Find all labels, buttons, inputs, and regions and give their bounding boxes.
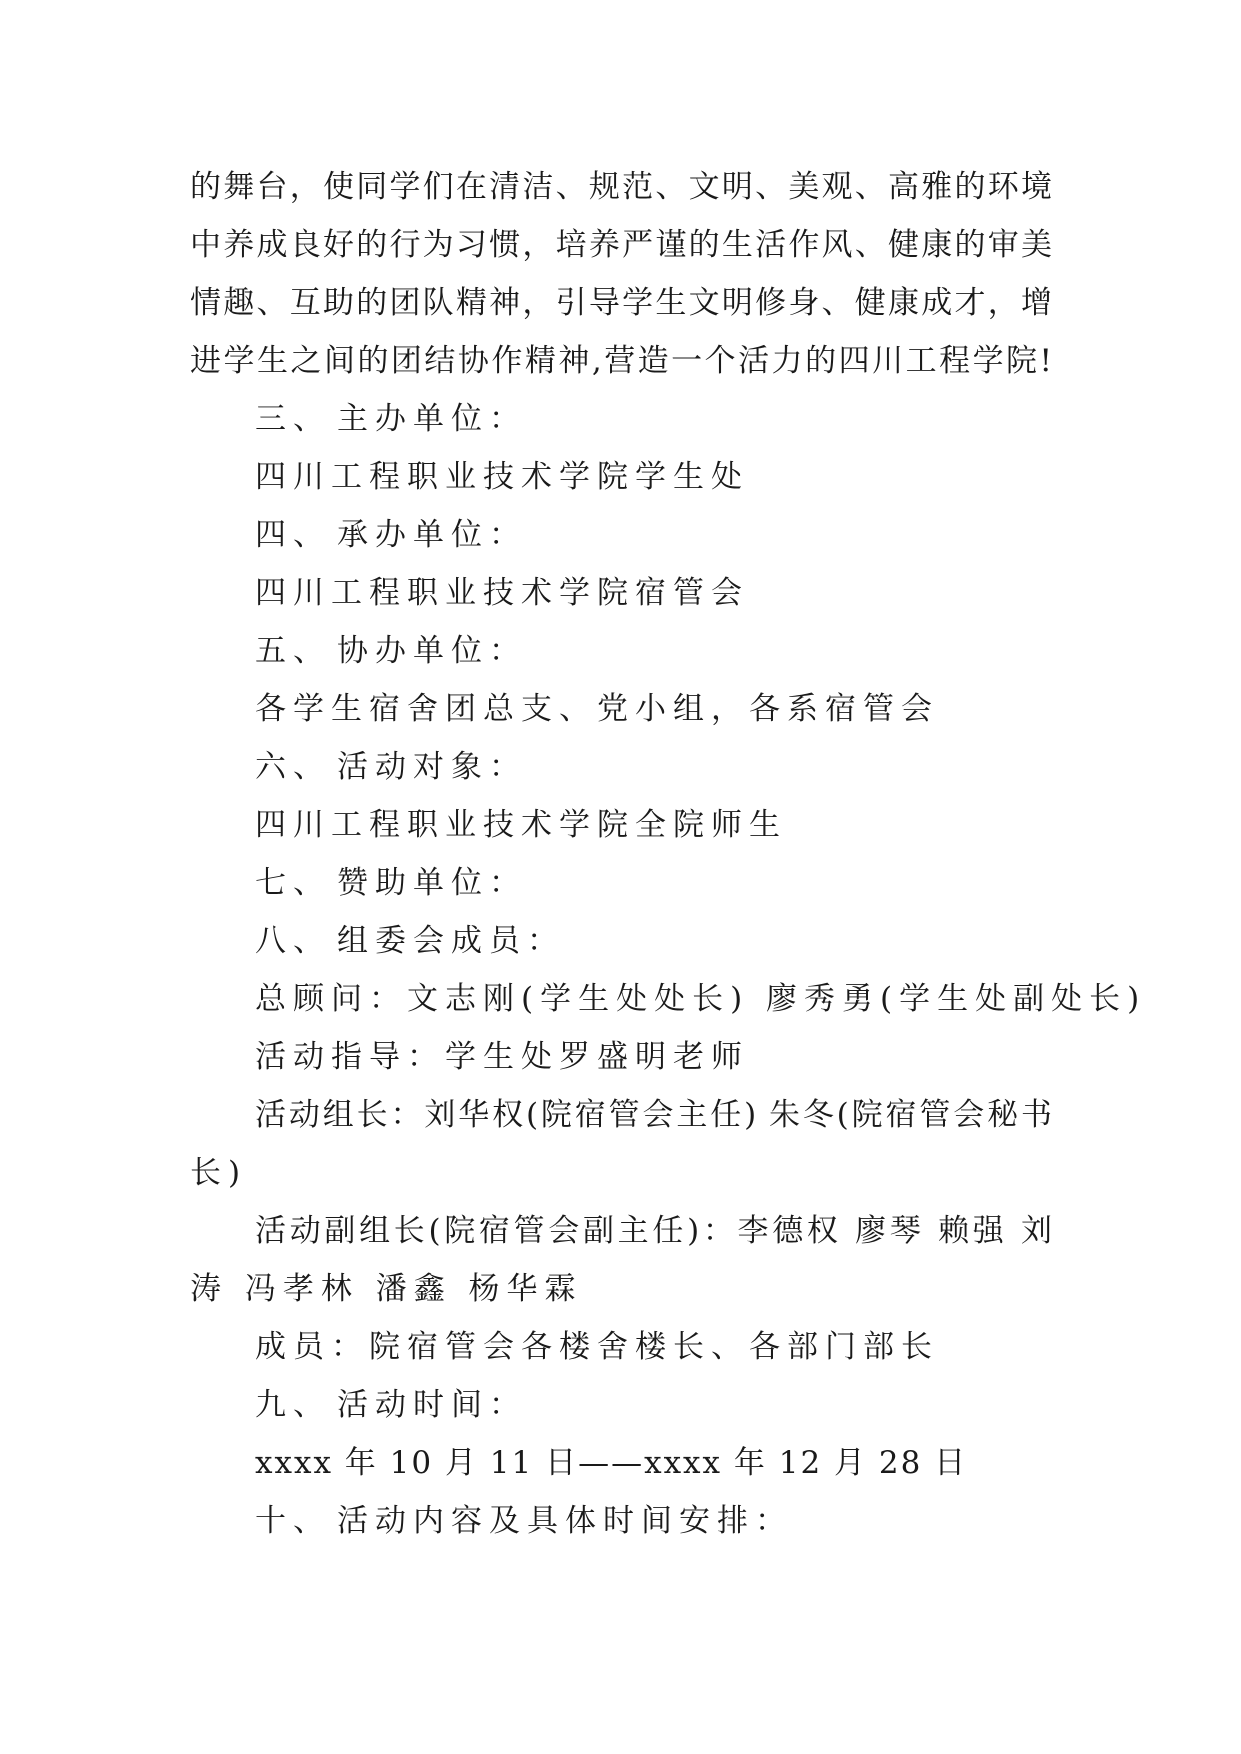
section-9-text: xxxx 年 10 月 11 日——xxxx 年 12 月 28 日 (255, 1445, 968, 1481)
section-7-heading (190, 854, 1052, 912)
section-8-heading (190, 912, 1052, 970)
section-number: 三、 (255, 401, 331, 437)
section-number: 六、 (255, 749, 331, 785)
section-title: 赞助单位： (337, 865, 527, 901)
section-title: 承办单位： (337, 517, 527, 553)
guide-line: 活动指导：学生处罗盛明老师 (255, 1039, 749, 1075)
document-page (190, 158, 1147, 1550)
deputy-line-1: 活动副组长(院宿管会副主任)：李德权 廖琴 赖强 刘 (255, 1213, 1052, 1249)
section-number: 九、 (255, 1387, 331, 1423)
section-4-heading (190, 506, 1052, 564)
section-number: 七、 (255, 865, 331, 901)
section-5-heading (190, 622, 1052, 680)
advisor-line: 总顾问：文志刚(学生处处长) 廖秀勇(学生处副处长) (255, 981, 1147, 1017)
section-number: 八、 (255, 923, 331, 959)
intro-line-2: 中养成良好的行为习惯，培养严谨的生活作风、健康的审美 (190, 227, 1052, 263)
members-line: 成员：院宿管会各楼舍楼长、各部门部长 (255, 1329, 939, 1365)
section-title: 活动时间： (337, 1387, 527, 1423)
section-4-text: 四川工程职业技术学院宿管会 (255, 575, 749, 611)
intro-line-1: 的舞台，使同学们在清洁、规范、文明、美观、高雅的环境 (190, 169, 1052, 205)
section-9-heading (190, 1376, 1052, 1434)
section-number: 四、 (255, 517, 331, 553)
intro-line-3: 情趣、互助的团队精神，引导学生文明修身、健康成才，增 (190, 285, 1052, 321)
section-3-heading (190, 390, 1052, 448)
leader-line-2: 长) (190, 1155, 248, 1191)
section-title: 活动内容及具体时间安排： (337, 1503, 793, 1539)
section-6-heading (190, 738, 1052, 796)
section-number: 十、 (255, 1503, 331, 1539)
intro-line-4: 进学生之间的团结协作精神,营造一个活力的四川工程学院! (190, 343, 1052, 379)
section-5-text: 各学生宿舍团总支、党小组，各系宿管会 (255, 691, 939, 727)
section-6-text: 四川工程职业技术学院全院师生 (255, 807, 787, 843)
section-title: 活动对象： (337, 749, 527, 785)
section-title: 协办单位： (337, 633, 527, 669)
leader-line-1: 活动组长：刘华权(院宿管会主任) 朱冬(院宿管会秘书 (255, 1097, 1052, 1133)
section-title: 组委会成员： (337, 923, 565, 959)
section-title: 主办单位： (337, 401, 527, 437)
section-3-text: 四川工程职业技术学院学生处 (255, 459, 749, 495)
section-10-heading (190, 1492, 1052, 1550)
deputy-line-2: 涛 冯孝林 潘鑫 杨华霖 (190, 1271, 583, 1307)
section-number: 五、 (255, 633, 331, 669)
